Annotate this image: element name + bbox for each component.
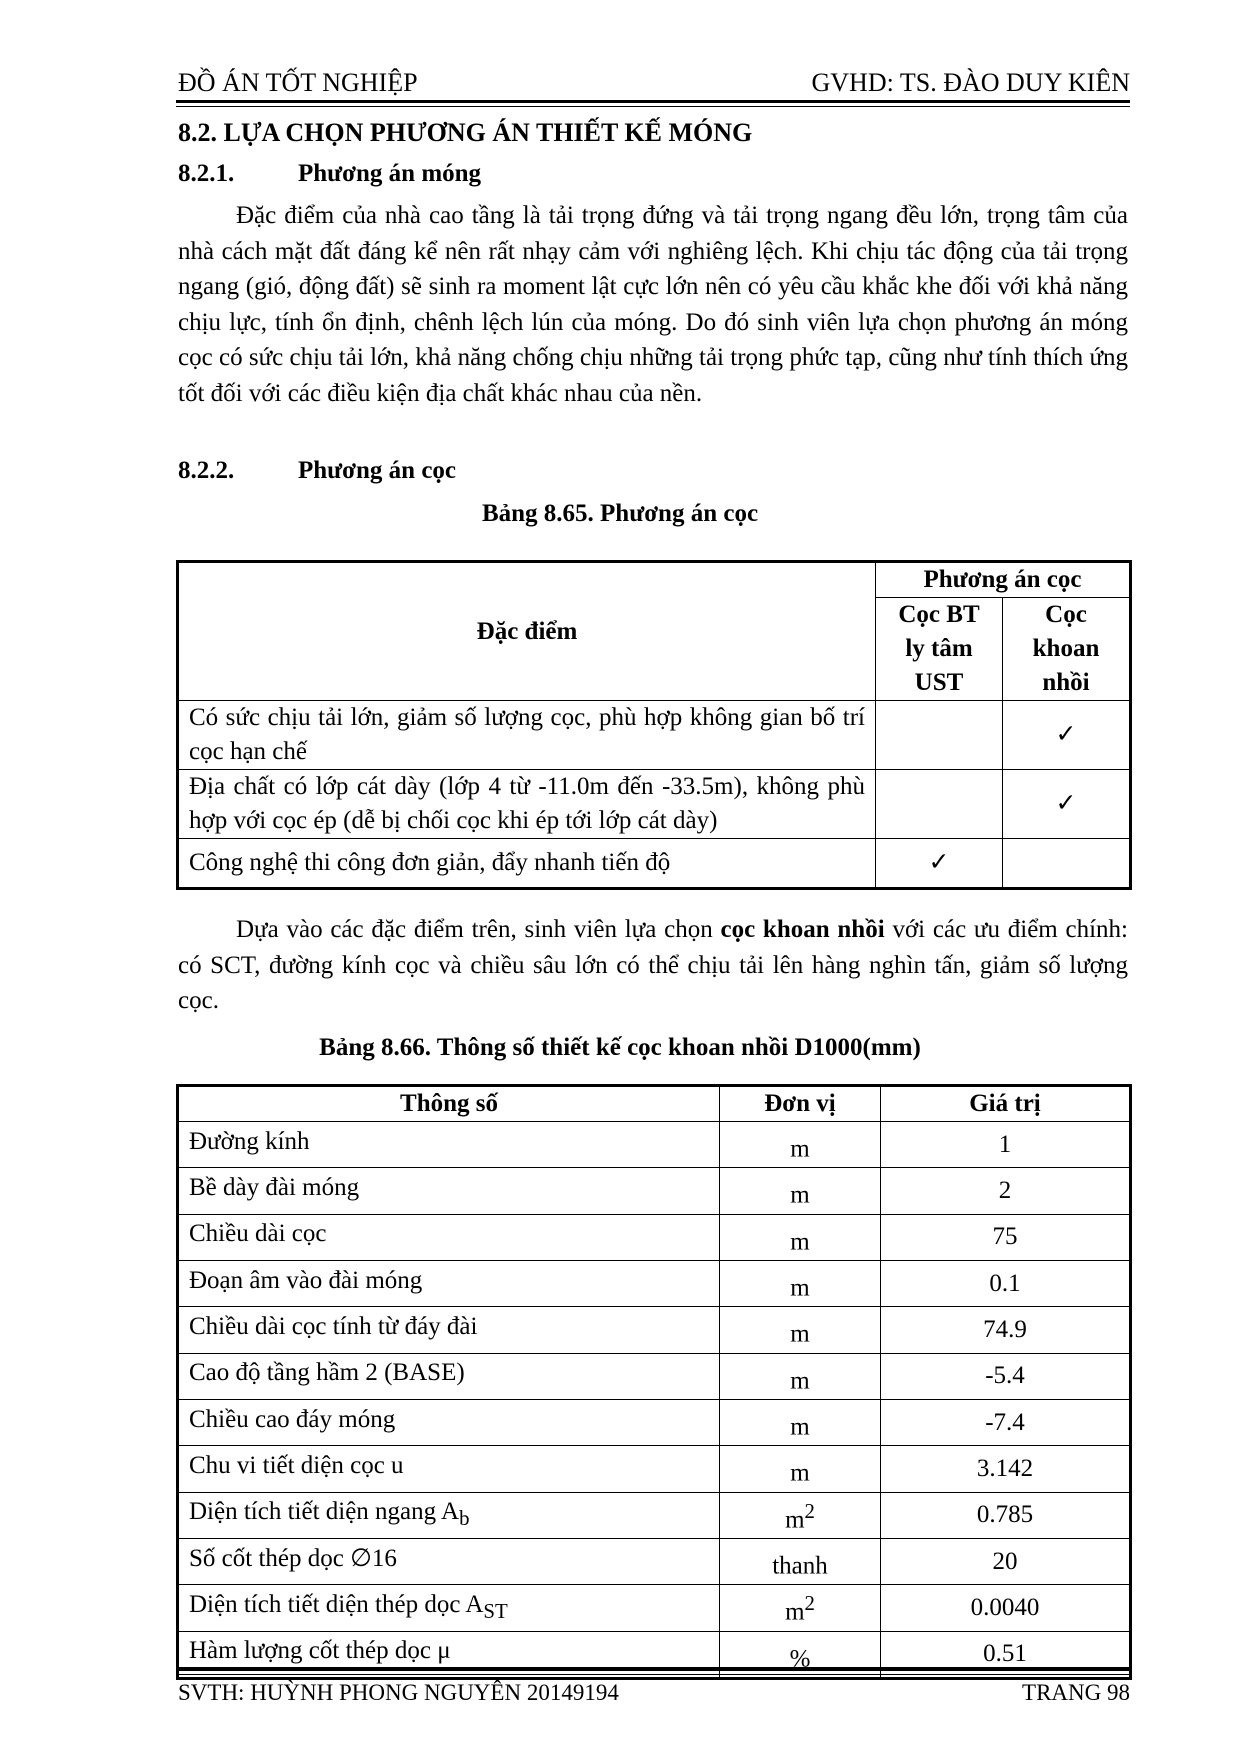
- subsection-title: Phương án cọc: [298, 457, 457, 484]
- param-unit-text: m: [790, 1227, 810, 1255]
- param-unit-text: m: [785, 1505, 805, 1533]
- param-value: 75: [881, 1214, 1130, 1260]
- table-row: [179, 1307, 1130, 1353]
- header-title: ĐỒ ÁN TỐT NGHIỆP: [178, 68, 418, 97]
- check-mark: ✓: [1003, 770, 1130, 839]
- footer-student: SVTH: HUỲNH PHONG NGUYÊN 20149194: [178, 1680, 619, 1705]
- param-unit: [720, 1214, 881, 1260]
- subsection-number: 8.2.2.: [178, 457, 235, 484]
- header-advisor: GVHD: TS. ĐÀO DUY KIÊN: [811, 68, 1130, 97]
- param-value: 20: [881, 1538, 1130, 1584]
- table-row: [179, 1214, 1130, 1260]
- param-name-text: Cao độ tầng hầm 2 (BASE): [189, 1359, 465, 1387]
- param-unit: [720, 1585, 881, 1631]
- param-value: -7.4: [881, 1399, 1130, 1445]
- paragraph-choice: [178, 912, 1128, 1019]
- param-value: 0.51: [881, 1631, 1130, 1677]
- subsection-heading-1: [178, 160, 481, 188]
- subsection-title: Phương án móng: [298, 160, 482, 187]
- param-name-text: Chiều dài cọc: [189, 1220, 327, 1248]
- param-subscript: ST: [483, 1598, 508, 1623]
- table-row: [179, 839, 1130, 888]
- param-unit-text: thanh: [772, 1552, 828, 1580]
- table-row: [179, 1399, 1130, 1445]
- param-value: 2: [881, 1168, 1130, 1214]
- check-mark: [876, 701, 1003, 770]
- param-unit-text: m: [790, 1135, 810, 1163]
- page-footer: [178, 1680, 1130, 1706]
- table-row: [179, 1538, 1130, 1584]
- check-mark: ✓: [1003, 701, 1130, 770]
- param-unit-text: m: [785, 1598, 805, 1626]
- param-name-text: Hàm lượng cốt thép dọc μ: [189, 1637, 451, 1665]
- header-rule: [176, 100, 1130, 103]
- param-subscript: b: [459, 1506, 470, 1531]
- param-unit-text: m: [790, 1413, 810, 1441]
- param-name: [179, 1585, 720, 1631]
- param-name: [179, 1122, 720, 1168]
- param-unit: [720, 1168, 881, 1214]
- param-name-text: Bề dày đài móng: [189, 1173, 360, 1201]
- table-header-row: [179, 1087, 1130, 1122]
- param-unit-text: %: [789, 1644, 811, 1672]
- table-row: [179, 1446, 1130, 1492]
- table-header-row: [179, 563, 1130, 598]
- param-unit: [720, 1446, 881, 1492]
- param-name-text: Diện tích tiết diện ngang A: [189, 1498, 460, 1526]
- param-unit: [720, 1122, 881, 1168]
- param-name: [179, 1214, 720, 1260]
- table1-caption: Bảng 8.65. Phương án cọc: [481, 500, 759, 527]
- param-unit: [720, 1260, 881, 1306]
- pile-parameters-table: [178, 1086, 1130, 1678]
- param-name-text: Chiều dài cọc tính từ đáy đài: [189, 1312, 478, 1340]
- header-parameter: Thông số: [179, 1087, 720, 1122]
- parameters-body: [179, 1122, 1130, 1678]
- footer-rule: [176, 1667, 1130, 1671]
- header-pile-options: Phương án cọc: [876, 563, 1130, 598]
- param-name: [179, 1446, 720, 1492]
- header-ust-pile: Cọc BT ly tâm UST: [876, 598, 1003, 701]
- param-value: 74.9: [881, 1307, 1130, 1353]
- paragraph-text: Dựa vào các đặc điểm trên, sinh viên lựa chọn: [236, 916, 721, 943]
- paragraph-text: với các ưu điểm chính: có SCT, đường kính cọc và chiều sâu lớn có thể chịu tải lên hàng nghìn tấn, giảm số lượng cọc.: [178, 916, 1128, 1014]
- table-row: [179, 1492, 1130, 1538]
- param-name: [179, 1168, 720, 1214]
- check-mark: [1003, 839, 1130, 888]
- param-unit-text: m: [790, 1181, 810, 1209]
- param-name: [179, 1260, 720, 1306]
- footer-rule-thin: [176, 1674, 1130, 1675]
- table-row: [179, 1260, 1130, 1306]
- header-bored-pile: Cọc khoan nhồi: [1003, 598, 1130, 701]
- row-desc: Địa chất có lớp cát dày (lớp 4 từ -11.0m đến -33.5m), không phù hợp với cọc ép (dễ bị chối cọc khi ép tới lớp cát dày): [179, 770, 876, 839]
- header-feature: Đặc điểm: [179, 563, 876, 701]
- table-row: [179, 1122, 1130, 1168]
- param-unit-text: m: [790, 1366, 810, 1394]
- table-row: [179, 770, 1130, 839]
- table-row: [179, 1168, 1130, 1214]
- paragraph-foundation: Đặc điểm của nhà cao tầng là tải trọng đứng và tải trọng ngang đều lớn, trọng tâm của nhà cách mặt đất đáng kể nên rất nhạy cảm với nghiêng lệch. Khi chịu tác động của tải trọng ngang (gió, động đất) sẽ sinh ra moment lật cực lớn nên có yêu cầu khắc khe đối với khả năng chịu lực, tính ổn định, chênh lệch lún của móng. Do đó sinh viên lựa chọn phương án móng cọc có sức chịu tải lớn, khả năng chống chịu những tải trọng phức tạp, cũng như tính thích ứng tốt đối với các điều kiện địa chất khác nhau của nền.: [178, 202, 1128, 407]
- param-unit-text: m: [790, 1274, 810, 1302]
- table-row: [179, 701, 1130, 770]
- param-name-text: Số cốt thép dọc ∅16: [189, 1544, 397, 1572]
- param-name-text: Diện tích tiết diện thép dọc A: [189, 1590, 484, 1618]
- table-row: [179, 1353, 1130, 1399]
- param-superscript: 2: [804, 1498, 815, 1523]
- subsection-heading-2: [178, 457, 456, 485]
- header-rule-thin: [176, 106, 1130, 107]
- param-unit: [720, 1492, 881, 1538]
- pile-options-table: [178, 562, 1130, 888]
- param-name-text: Chiều cao đáy móng: [189, 1405, 396, 1433]
- footer-page-number: TRANG 98: [1022, 1680, 1130, 1705]
- param-name-text: Đoạn âm vào đài móng: [189, 1266, 423, 1294]
- param-value: -5.4: [881, 1353, 1130, 1399]
- param-name-text: Chu vi tiết diện cọc u: [189, 1451, 404, 1479]
- param-name-text: Đường kính: [189, 1127, 310, 1155]
- paragraph-emphasis: cọc khoan nhồi: [720, 916, 885, 943]
- param-name: [179, 1353, 720, 1399]
- param-unit: [720, 1538, 881, 1584]
- param-name: [179, 1307, 720, 1353]
- param-superscript: 2: [804, 1591, 815, 1616]
- header-value: Giá trị: [881, 1087, 1130, 1122]
- param-name: [179, 1399, 720, 1445]
- param-unit-text: m: [790, 1320, 810, 1348]
- param-value: 0.785: [881, 1492, 1130, 1538]
- param-name: [179, 1538, 720, 1584]
- param-value: 1: [881, 1122, 1130, 1168]
- param-value: 0.1: [881, 1260, 1130, 1306]
- param-name: [179, 1492, 720, 1538]
- row-desc: Có sức chịu tải lớn, giảm số lượng cọc, phù hợp không gian bố trí cọc hạn chế: [179, 701, 876, 770]
- table2-caption: Bảng 8.66. Thông số thiết kế cọc khoan nhồi D1000(mm): [319, 1034, 921, 1061]
- subsection-number: 8.2.1.: [178, 160, 235, 187]
- param-unit: [720, 1399, 881, 1445]
- param-unit: [720, 1307, 881, 1353]
- row-desc: Công nghệ thi công đơn giản, đẩy nhanh tiến độ: [179, 839, 876, 888]
- header-unit: Đơn vị: [720, 1087, 881, 1122]
- param-unit: [720, 1353, 881, 1399]
- check-mark: [876, 770, 1003, 839]
- param-value: 0.0040: [881, 1585, 1130, 1631]
- table-row: [179, 1585, 1130, 1631]
- param-value: 3.142: [881, 1446, 1130, 1492]
- check-mark: ✓: [876, 839, 1003, 888]
- section-title: 8.2. LỰA CHỌN PHƯƠNG ÁN THIẾT KẾ MÓNG: [178, 118, 753, 147]
- param-unit-text: m: [790, 1459, 810, 1487]
- page-header: [178, 58, 1130, 98]
